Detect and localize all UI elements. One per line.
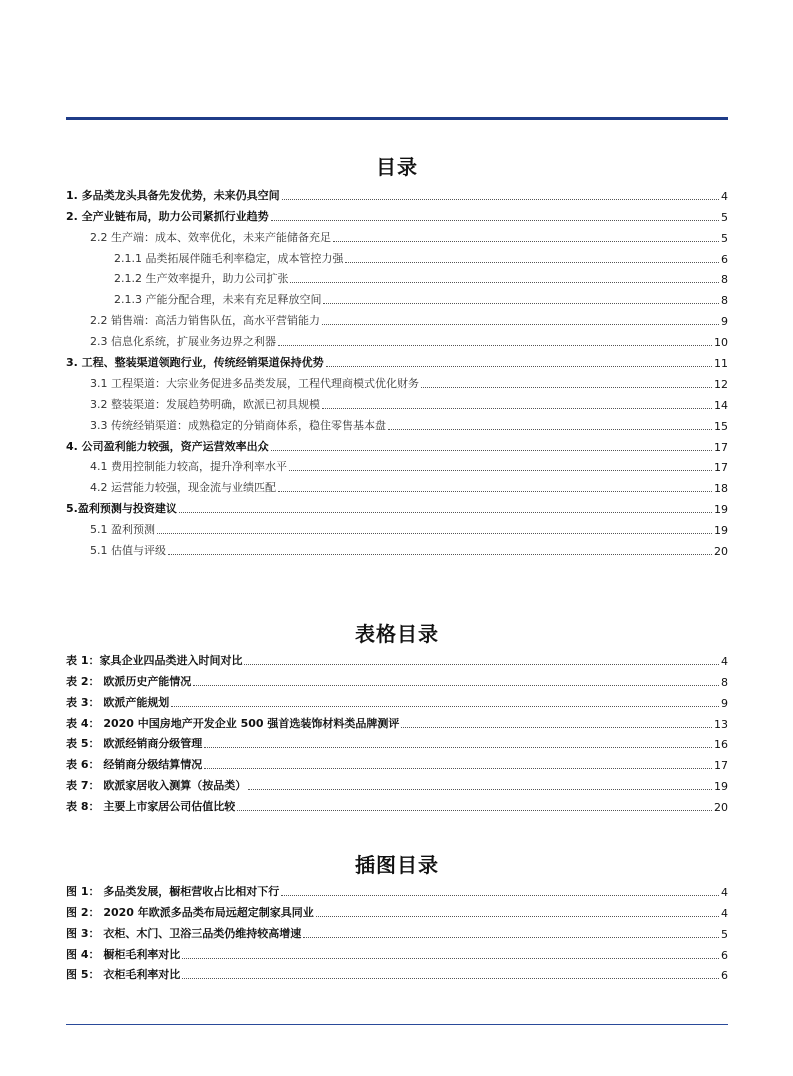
toc-heading: 目录	[376, 155, 418, 179]
toc-entry-page: 19	[714, 524, 728, 538]
table-entry-page: 17	[714, 759, 728, 773]
toc-entry-page: 9	[721, 315, 728, 329]
table-entry-page: 20	[714, 801, 728, 815]
toc-entry[interactable]	[66, 497, 728, 518]
toc-entry-title: 3.3 传统经销渠道：成熟稳定的分销商体系，稳住零售基本盘	[90, 418, 386, 432]
toc-entry-title: 2.1.3 产能分配合理，未来有充足释放空间	[114, 293, 322, 307]
toc-entry-title: 3.2 整装渠道：发展趋势明确，欧派已初具规模	[90, 397, 320, 411]
figure-entry-title: 图 1： 多品类发展，橱柜营收占比相对下行	[66, 884, 280, 898]
dot-leader	[401, 727, 712, 728]
figure-entry-page: 6	[721, 948, 728, 962]
dot-leader	[248, 789, 712, 790]
toc-entry-title: 2. 全产业链布局，助力公司紧抓行业趋势	[66, 209, 269, 223]
toc-entry-page: 6	[721, 252, 728, 266]
toc-entry[interactable]	[66, 351, 728, 372]
table-entry[interactable]	[66, 712, 728, 733]
table-entry-page: 13	[714, 717, 728, 731]
toc-entry-page: 5	[721, 231, 728, 245]
table-entry-title: 表 3： 欧派产能规划	[66, 695, 170, 709]
table-entry-title: 表 7： 欧派家居收入测算（按品类）	[66, 779, 247, 793]
toc-entry-page: 17	[714, 440, 728, 454]
dot-leader	[271, 450, 712, 451]
toc-entry-title: 2.2 生产端：成本、效率优化，未来产能储备充足	[90, 230, 331, 244]
toc-entry-title: 2.1.1 品类拓展伴随毛利率稳定，成本管控力强	[114, 251, 344, 265]
toc-entry[interactable]	[66, 309, 728, 330]
dot-leader	[278, 345, 712, 346]
toc-entry-title: 2.1.2 生产效率提升，助力公司扩张	[114, 272, 289, 286]
toc-entry[interactable]	[66, 539, 728, 560]
toc-entry[interactable]	[66, 288, 728, 309]
dot-leader	[193, 685, 719, 686]
toc-entry[interactable]	[66, 456, 728, 477]
figure-entry[interactable]	[66, 922, 728, 943]
toc-entry-page: 11	[714, 357, 728, 371]
table-entry-title: 表 1：家具企业四品类进入时间对比	[66, 653, 243, 667]
dot-leader	[168, 554, 712, 555]
table-entry-title: 表 6： 经销商分级结算情况	[66, 758, 203, 772]
toc-entry-title: 3.1 工程渠道：大宗业务促进多品类发展，工程代理商模式优化财务	[90, 376, 419, 390]
toc-entry-page: 20	[714, 545, 728, 559]
dot-leader	[326, 366, 712, 367]
dot-leader	[182, 958, 719, 959]
table-entry[interactable]	[66, 733, 728, 754]
table-entry-page: 8	[721, 675, 728, 689]
toc-entry[interactable]	[66, 205, 728, 226]
footer-rule	[66, 1024, 728, 1025]
toc-entry[interactable]	[66, 518, 728, 539]
table-entry[interactable]	[66, 774, 728, 795]
toc-entry-title: 2.2 销售端：高活力销售队伍，高水平营销能力	[90, 314, 320, 328]
toc-entry-title: 4.1 费用控制能力较高，提升净利率水平	[90, 460, 287, 474]
table-entry-title: 表 4： 2020 中国房地产开发企业 500 强首选装饰材料类品牌测评	[66, 716, 400, 730]
table-entry-page: 16	[714, 738, 728, 752]
dot-leader	[333, 241, 719, 242]
dot-leader	[388, 429, 712, 430]
figure-entry-page: 6	[721, 969, 728, 983]
dot-leader	[323, 303, 719, 304]
table-entry[interactable]	[66, 753, 728, 774]
dot-leader	[278, 491, 712, 492]
figure-entry-page: 4	[721, 906, 728, 920]
dot-leader	[204, 747, 712, 748]
toc-entry-page: 4	[721, 189, 728, 203]
dot-leader	[204, 768, 712, 769]
table-entry[interactable]	[66, 795, 728, 816]
dot-leader	[271, 220, 719, 221]
dot-leader	[290, 282, 719, 283]
figure-list	[66, 880, 728, 984]
table-entry-page: 19	[714, 780, 728, 794]
table-entry-title: 表 8： 主要上市家居公司估值比较	[66, 800, 236, 814]
figure-entry-title: 图 2： 2020 年欧派多品类布局远超定制家具同业	[66, 905, 314, 919]
figures-heading: 插图目录	[355, 853, 439, 877]
dot-leader	[244, 664, 719, 665]
toc-entry[interactable]	[66, 184, 728, 205]
figure-entry-title: 图 4： 橱柜毛利率对比	[66, 947, 181, 961]
toc-entry-title: 5.1 盈利预测	[90, 523, 155, 537]
dot-leader	[281, 895, 719, 896]
toc-entry-title: 2.3 信息化系统，扩展业务边界之利器	[90, 335, 276, 349]
toc-entry[interactable]	[66, 435, 728, 456]
figure-entry-page: 5	[721, 927, 728, 941]
toc-entry[interactable]	[66, 476, 728, 497]
figure-entry[interactable]	[66, 964, 728, 985]
dot-leader	[322, 408, 712, 409]
toc-entry-page: 12	[714, 377, 728, 391]
figure-entry-page: 4	[721, 885, 728, 899]
dot-leader	[282, 199, 719, 200]
toc-entry[interactable]	[66, 268, 728, 289]
toc-entry-page: 17	[714, 461, 728, 475]
dot-leader	[171, 706, 719, 707]
figure-entry[interactable]	[66, 880, 728, 901]
table-entry-page: 4	[721, 654, 728, 668]
toc-entry-title: 5.1 估值与评级	[90, 544, 166, 558]
figure-entry[interactable]	[66, 901, 728, 922]
figure-entry-title: 图 3： 衣柜、木门、卫浴三品类仍维持较高增速	[66, 926, 302, 940]
toc-entry-page: 8	[721, 294, 728, 308]
toc-entry-page: 5	[721, 210, 728, 224]
dot-leader	[289, 470, 712, 471]
dot-leader	[322, 324, 719, 325]
toc-entry-page: 10	[714, 336, 728, 350]
figure-entry-title: 图 5： 衣柜毛利率对比	[66, 968, 181, 982]
table-entry-title: 表 5： 欧派经销商分级管理	[66, 737, 203, 751]
toc-entry-page: 18	[714, 482, 728, 496]
table-entry[interactable]	[66, 649, 728, 670]
table-entry[interactable]	[66, 691, 728, 712]
toc-entry[interactable]	[66, 247, 728, 268]
dot-leader	[345, 262, 719, 263]
toc-entry[interactable]	[66, 330, 728, 351]
toc-entry-title: 5.盈利预测与投资建议	[66, 502, 177, 516]
toc-entry[interactable]	[66, 414, 728, 435]
toc-entry-title: 3. 工程、整装渠道领跑行业，传统经销渠道保持优势	[66, 356, 324, 370]
toc-entry[interactable]	[66, 372, 728, 393]
toc-entry[interactable]	[66, 226, 728, 247]
toc-entry-title: 4. 公司盈利能力较强，资产运营效率出众	[66, 439, 269, 453]
toc-entry-page: 15	[714, 419, 728, 433]
toc-entry-page: 14	[714, 398, 728, 412]
tables-heading: 表格目录	[355, 622, 439, 646]
dot-leader	[303, 937, 719, 938]
dot-leader	[421, 387, 712, 388]
toc-entry-page: 19	[714, 503, 728, 517]
dot-leader	[237, 810, 712, 811]
toc-list	[66, 184, 728, 560]
header-rule	[66, 117, 728, 120]
dot-leader	[182, 978, 719, 979]
dot-leader	[157, 533, 712, 534]
figure-entry[interactable]	[66, 943, 728, 964]
table-list	[66, 649, 728, 816]
toc-entry-page: 8	[721, 273, 728, 287]
toc-entry[interactable]	[66, 393, 728, 414]
dot-leader	[179, 512, 712, 513]
toc-entry-title: 1. 多品类龙头具备先发优势，未来仍具空间	[66, 188, 280, 202]
table-entry-title: 表 2： 欧派历史产能情况	[66, 674, 192, 688]
toc-entry-title: 4.2 运营能力较强，现金流与业绩匹配	[90, 481, 276, 495]
dot-leader	[316, 916, 719, 917]
table-entry[interactable]	[66, 670, 728, 691]
table-entry-page: 9	[721, 696, 728, 710]
